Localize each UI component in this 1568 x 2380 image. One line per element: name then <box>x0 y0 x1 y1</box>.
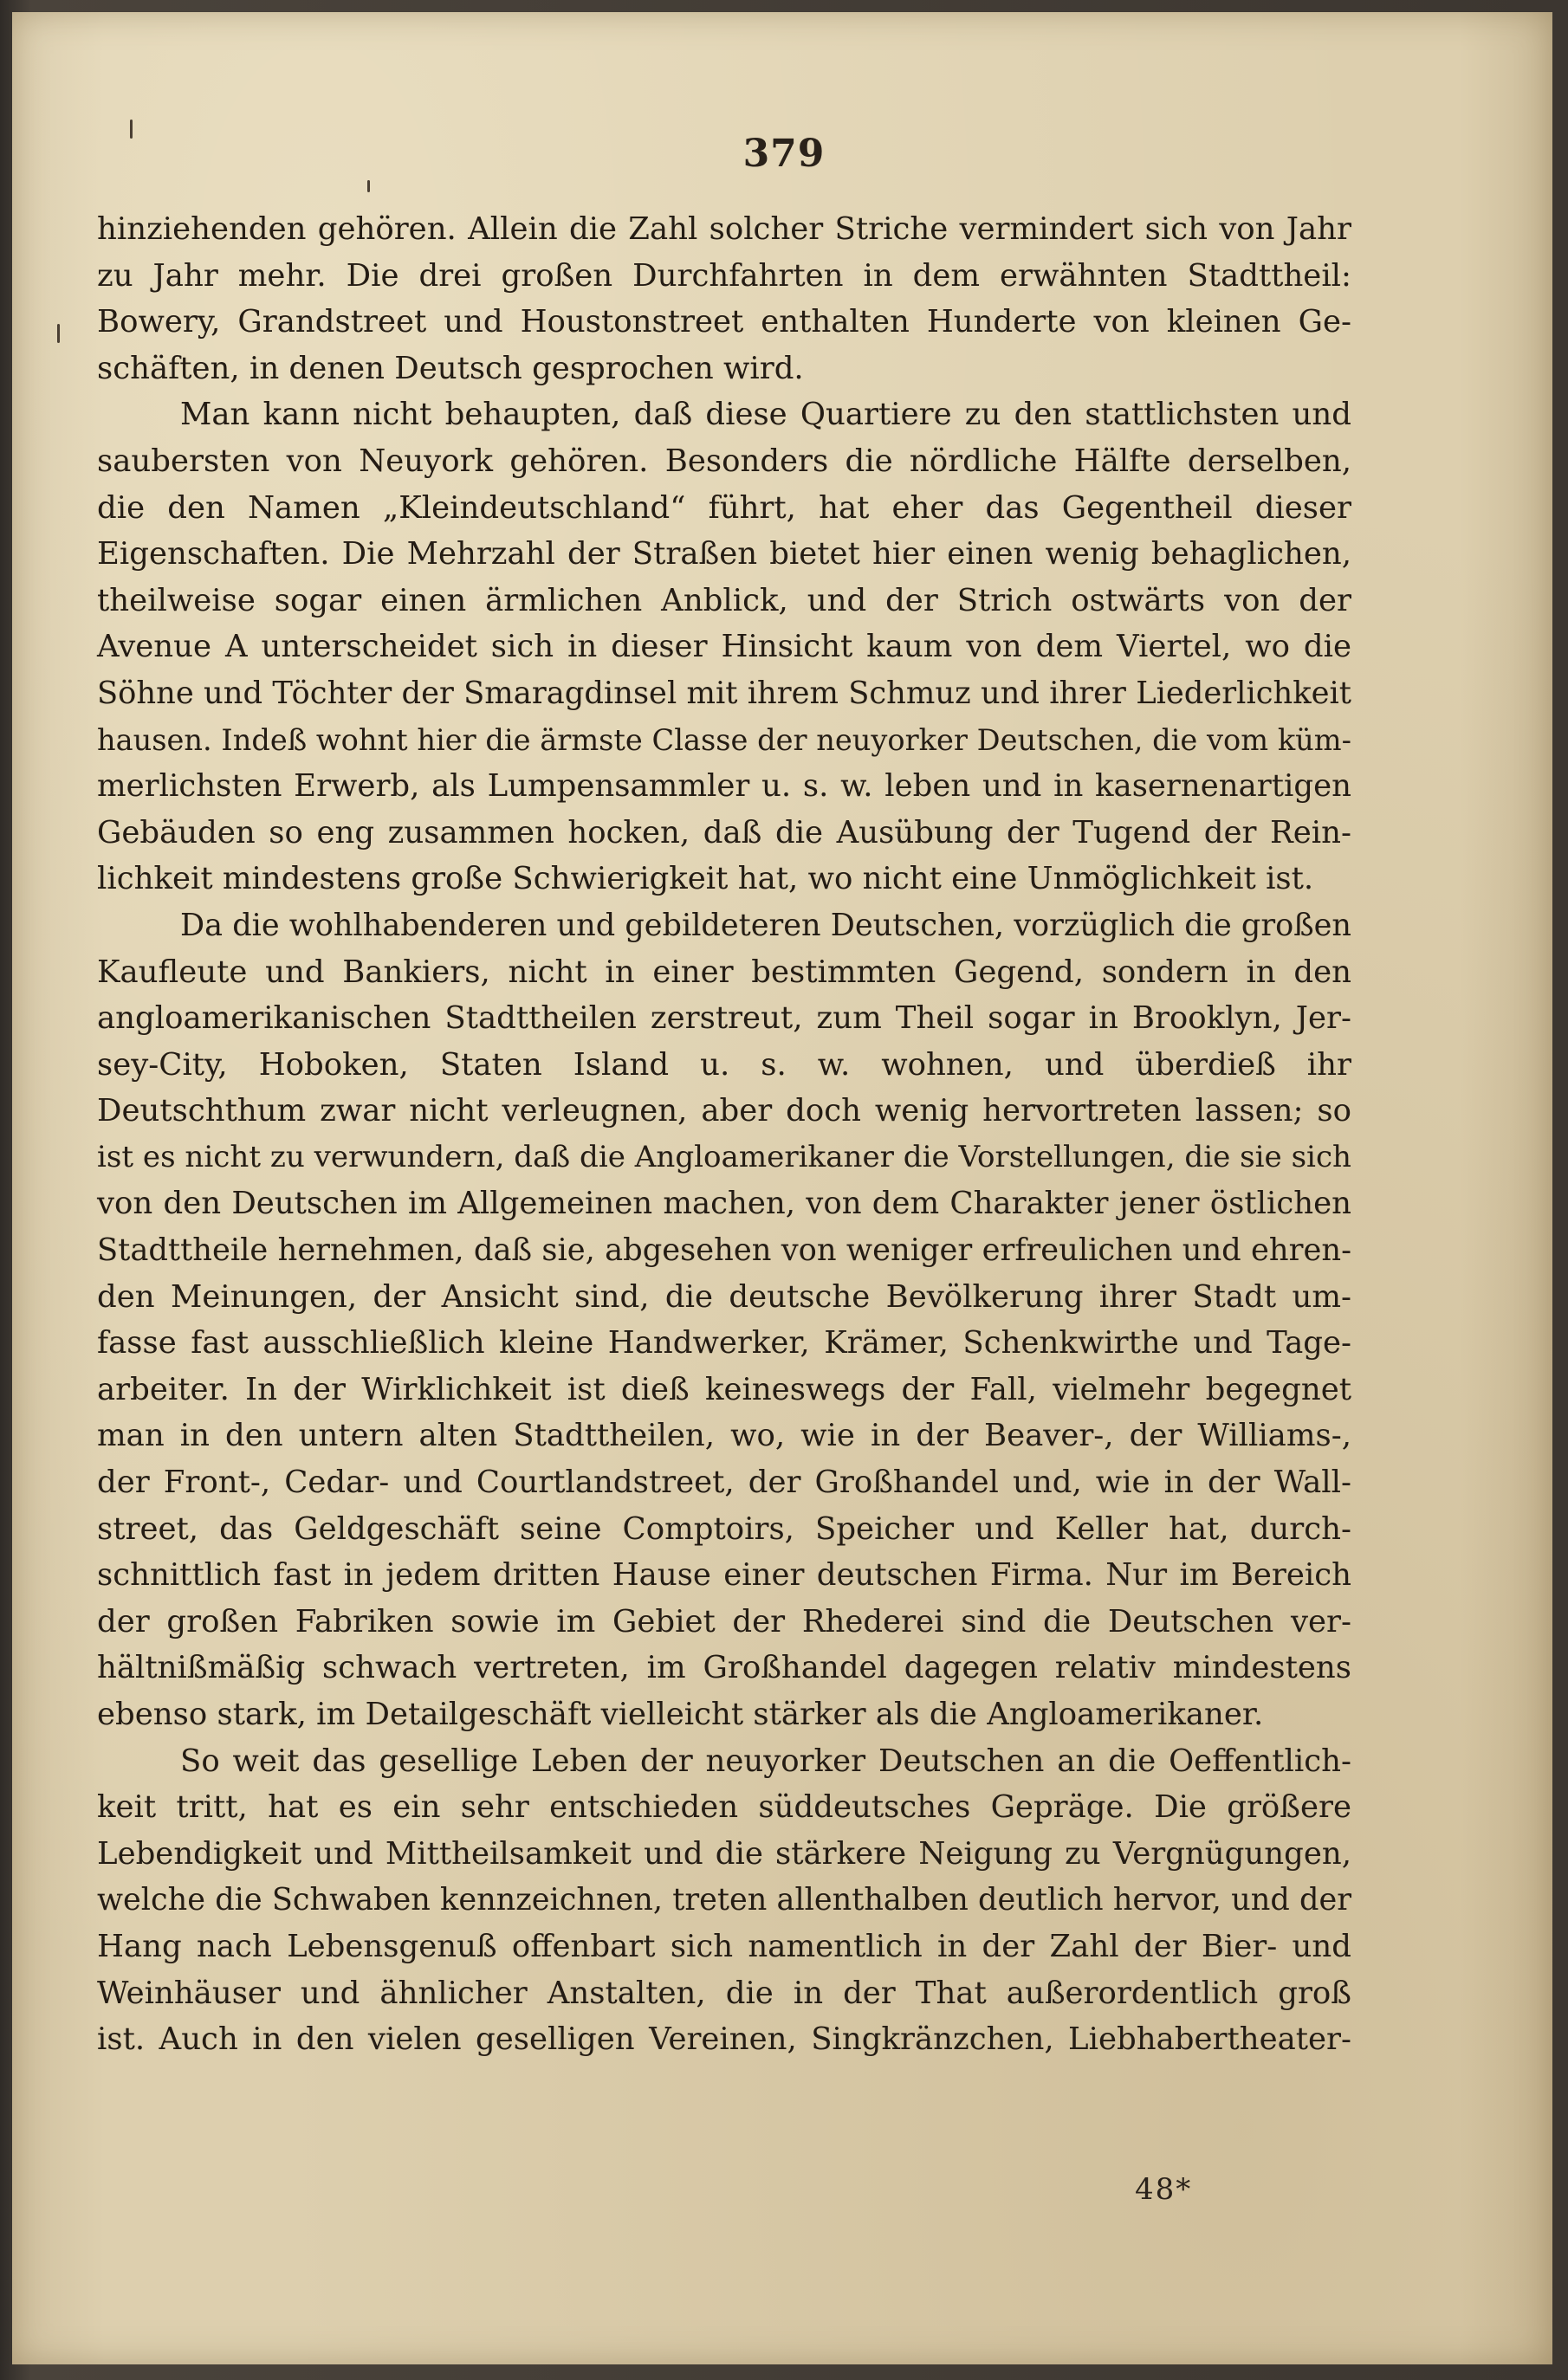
body-text <box>97 206 1351 2063</box>
text-line: Stadttheile hernehmen, daß sie, abgesehen von weniger erfreulichen und ehren- <box>97 1232 1351 1269</box>
text-line: Eigenschaften. Die Mehrzahl der Straßen bietet hier einen wenig behaglichen, <box>97 536 1351 572</box>
text-line: hausen. Indeß wohnt hier die ärmste Classe der neuyorker Deutschen, die vom küm- <box>97 722 1351 757</box>
text-line: ist. Auch in den vielen geselligen Vereinen, Singkränzchen, Liebhabertheater- <box>97 2021 1351 2058</box>
text-line: Bowery, Grandstreet und Houstonstreet enthalten Hunderte von kleinen Ge- <box>97 304 1351 340</box>
text-line: keit tritt, hat es ein sehr entschieden süddeutsches Gepräge. Die größere <box>97 1789 1351 1826</box>
text-line: Lebendigkeit und Mittheilsamkeit und die stärkere Neigung zu Vergnügungen, <box>97 1835 1351 1872</box>
text-line: fasse fast ausschließlich kleine Handwerker, Krämer, Schenkwirthe und Tage- <box>97 1325 1351 1361</box>
text-line: der Front-, Cedar- und Courtlandstreet, der Großhandel und, wie in der Wall- <box>97 1465 1351 1501</box>
text-line: hältnißmäßig schwach vertreten, im Großhandel dagegen relativ mindestens <box>97 1650 1351 1686</box>
ink-speck <box>130 120 133 139</box>
text-line: Söhne und Töchter der Smaragdinsel mit ihrem Schmuz und ihrer Liederlichkeit <box>97 675 1351 711</box>
paragraph-start-line: So weit das gesellige Leben der neuyorker Deutschen an die Oeffentlich- <box>180 1743 1351 1779</box>
text-line: angloamerikanischen Stadttheilen zerstreut, zum Theil sogar in Brooklyn, Jer- <box>97 1000 1351 1037</box>
text-line: den Meinungen, der Ansicht sind, die deutsche Bevölkerung ihrer Stadt um- <box>97 1278 1351 1315</box>
text-line: die den Namen „Kleindeutschland“ führt, hat eher das Gegentheil dieser <box>97 489 1351 526</box>
text-line: Weinhäuser und ähnlicher Anstalten, die in der That außerordentlich groß <box>97 1975 1351 2011</box>
text-line: der großen Fabriken sowie im Gebiet der Rhederei sind die Deutschen ver- <box>97 1603 1351 1639</box>
text-line: zu Jahr mehr. Die drei großen Durchfahrten in dem erwähnten Stadttheil: <box>97 257 1351 294</box>
text-line: arbeiter. In der Wirklichkeit ist dieß keineswegs der Fall, vielmehr begegnet <box>97 1371 1351 1407</box>
text-line: Deutschthum zwar nicht verleugnen, aber doch wenig hervortreten lassen; so <box>97 1093 1351 1129</box>
text-line: schäften, in denen Deutsch gesprochen wird. <box>97 350 804 386</box>
ink-speck <box>57 324 60 343</box>
paragraph-start-line: Da die wohlhabenderen und gebildeteren Deutschen, vorzüglich die großen <box>180 907 1351 943</box>
text-line: theilweise sogar einen ärmlichen Anblick, und der Strich ostwärts von der <box>97 582 1351 618</box>
text-line: schnittlich fast in jedem dritten Hause einer deutschen Firma. Nur im Bereich <box>97 1557 1351 1594</box>
text-line: Avenue A unterscheidet sich in dieser Hinsicht kaum von dem Viertel, wo die <box>97 629 1351 665</box>
text-line: hinziehenden gehören. Allein die Zahl solcher Striche vermindert sich von Jahr <box>97 211 1351 247</box>
page-number: 379 <box>742 132 826 176</box>
paragraph-start-line: Man kann nicht behaupten, daß diese Quartiere zu den stattlichsten und <box>180 397 1351 433</box>
text-line: Gebäuden so eng zusammen hocken, daß die Ausübung der Tugend der Rein- <box>97 814 1351 850</box>
text-line: ebenso stark, im Detailgeschäft vielleicht stärker als die Angloamerikaner. <box>97 1697 1264 1732</box>
signature-mark: 48* <box>1135 2172 1193 2207</box>
text-line: saubersten von Neuyork gehören. Besonders die nördliche Hälfte derselben, <box>97 443 1351 479</box>
text-line: Hang nach Lebensgenuß offenbart sich namentlich in der Zahl der Bier- und <box>97 1928 1351 1964</box>
text-line: welche die Schwaben kennzeichnen, treten allenthalben deutlich hervor, und der <box>97 1882 1351 1918</box>
text-line: ist es nicht zu verwundern, daß die Angloamerikaner die Vorstellungen, die sie sich <box>97 1139 1351 1174</box>
text-line: sey-City, Hoboken, Staten Island u. s. w. wohnen, und überdieß ihr <box>97 1046 1351 1083</box>
text-line: man in den untern alten Stadttheilen, wo, wie in der Beaver-, der Williams-, <box>97 1418 1351 1454</box>
ink-speck <box>367 180 370 192</box>
text-line: von den Deutschen im Allgemeinen machen, von dem Charakter jener östlichen <box>97 1186 1351 1222</box>
text-line: Kaufleute und Bankiers, nicht in einer bestimmten Gegend, sondern in den <box>97 954 1351 990</box>
text-line: merlichsten Erwerb, als Lumpensammler u. s. w. leben und in kasernenartigen <box>97 768 1351 805</box>
text-line: lichkeit mindestens große Schwierigkeit hat, wo nicht eine Unmöglichkeit ist. <box>97 861 1314 897</box>
text-line: street, das Geldgeschäft seine Comptoirs, Speicher und Keller hat, durch- <box>97 1510 1351 1547</box>
